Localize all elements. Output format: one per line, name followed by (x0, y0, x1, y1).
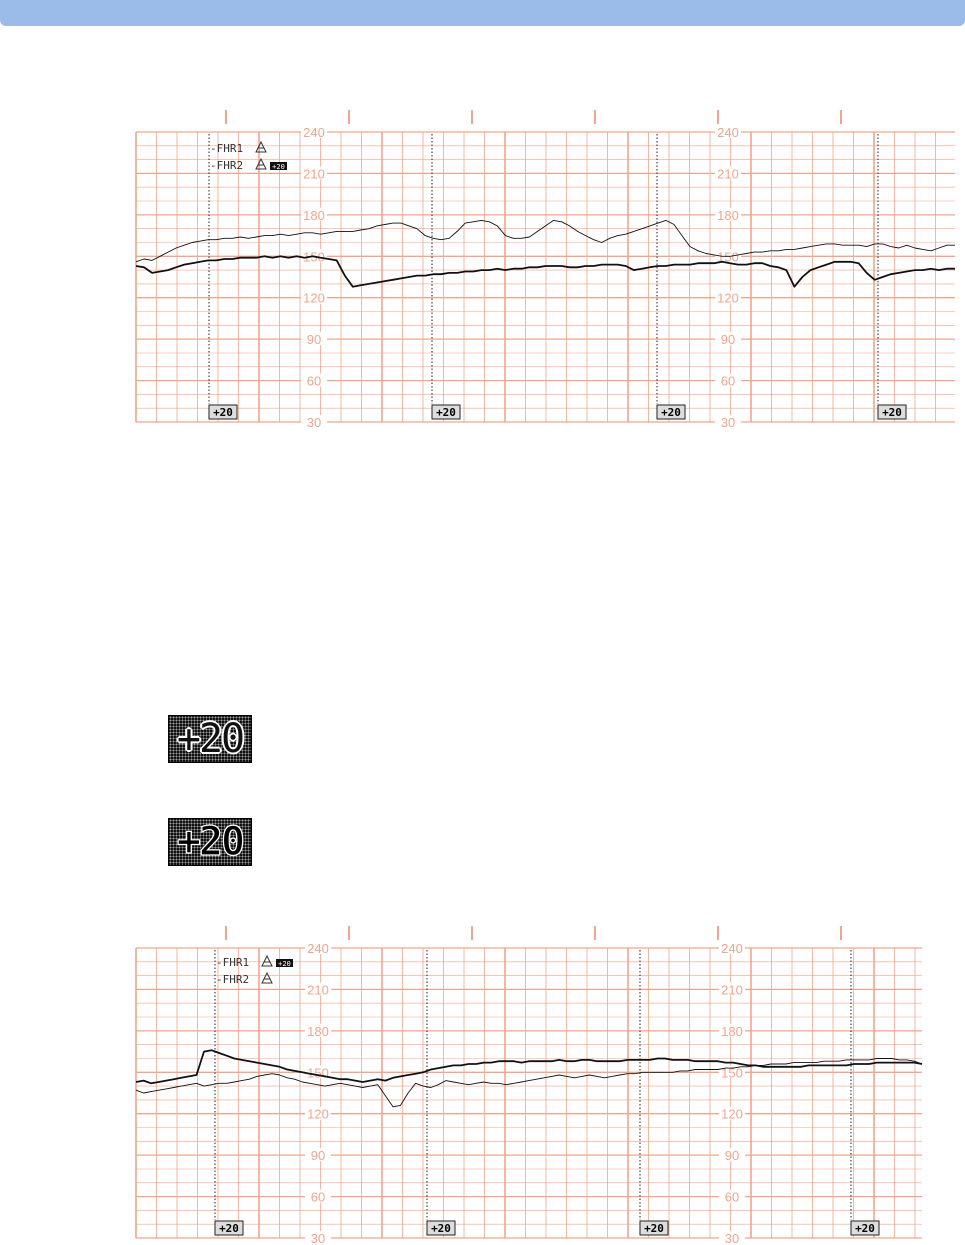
legend-label: -FHR2 (216, 973, 250, 986)
y-tick-label: 30 (310, 1231, 326, 1244)
y-tick-label: 90 (720, 332, 736, 348)
y-tick-label: 180 (721, 1023, 743, 1039)
header-bar (0, 0, 965, 26)
y-tick-label: 60 (724, 1189, 740, 1205)
offset-badge-solid (168, 818, 252, 866)
ctg-trace-svg-2 (0, 920, 965, 1244)
legend-label: -FHR1 (216, 956, 250, 969)
offset-marker-text: +20 (882, 406, 902, 419)
legend-offset-badge-text: +20 (272, 163, 285, 171)
y-tick-label: 210 (717, 166, 739, 182)
transducer-icon (262, 956, 272, 966)
y-tick-label: 150 (307, 1065, 329, 1081)
y-tick-label: 120 (307, 1106, 329, 1122)
y-tick-label: 150 (303, 249, 325, 265)
minute-ticks (226, 110, 841, 124)
y-tick-label: 30 (724, 1231, 740, 1244)
offset-marker-text: +20 (213, 406, 233, 419)
y-tick-label: 60 (310, 1189, 326, 1205)
y-tick-label: 150 (721, 1065, 743, 1081)
legend-label: -FHR1 (210, 142, 244, 155)
y-tick-label: 180 (303, 207, 325, 223)
y-tick-label: 180 (717, 207, 739, 223)
transducer-icon (256, 159, 266, 169)
y-tick-label: 60 (720, 373, 736, 389)
y-tick-label: 240 (303, 125, 325, 140)
transducer-icon (256, 142, 266, 152)
offset-marker-text: +20 (436, 406, 456, 419)
y-tick-label: 120 (303, 290, 325, 306)
y-tick-label: 30 (306, 415, 322, 430)
offset-marker-text: +20 (431, 1222, 451, 1235)
y-tick-label: 240 (307, 941, 329, 956)
y-tick-label: 120 (717, 290, 739, 306)
grid (136, 948, 922, 1238)
y-tick-label: 120 (721, 1106, 743, 1122)
offset-marker-text: +20 (661, 406, 681, 419)
y-tick-label: 90 (724, 1148, 740, 1164)
offset-marker-text: +20 (219, 1222, 239, 1235)
ctg-trace-chart-2 (0, 920, 965, 1244)
offset-marker-text: +20 (855, 1222, 875, 1235)
ctg-trace-svg-1 (0, 104, 965, 430)
y-tick-label: 30 (720, 415, 736, 430)
legend-label: -FHR2 (210, 159, 244, 172)
y-tick-label: 210 (307, 982, 329, 998)
y-tick-label: 180 (307, 1023, 329, 1039)
minute-ticks (226, 926, 841, 940)
ctg-trace-chart-1 (0, 104, 965, 430)
legend-offset-badge-text: +20 (278, 960, 291, 968)
offset-badge-outline-text: +20 (176, 716, 244, 762)
offset-badge-outline (168, 715, 252, 763)
offset-badge-solid-text: +20 (176, 819, 244, 865)
y-tick-label: 210 (303, 166, 325, 182)
offset-marker-text: +20 (644, 1222, 664, 1235)
y-tick-label: 90 (306, 332, 322, 348)
grid (136, 132, 955, 422)
y-tick-label: 90 (310, 1148, 326, 1164)
y-tick-label: 210 (721, 982, 743, 998)
transducer-icon (262, 973, 272, 983)
y-tick-label: 240 (721, 941, 743, 956)
fhr-trace-1 (136, 1050, 922, 1083)
y-tick-label: 60 (306, 373, 322, 389)
y-tick-label: 150 (717, 249, 739, 265)
y-tick-label: 240 (717, 125, 739, 140)
